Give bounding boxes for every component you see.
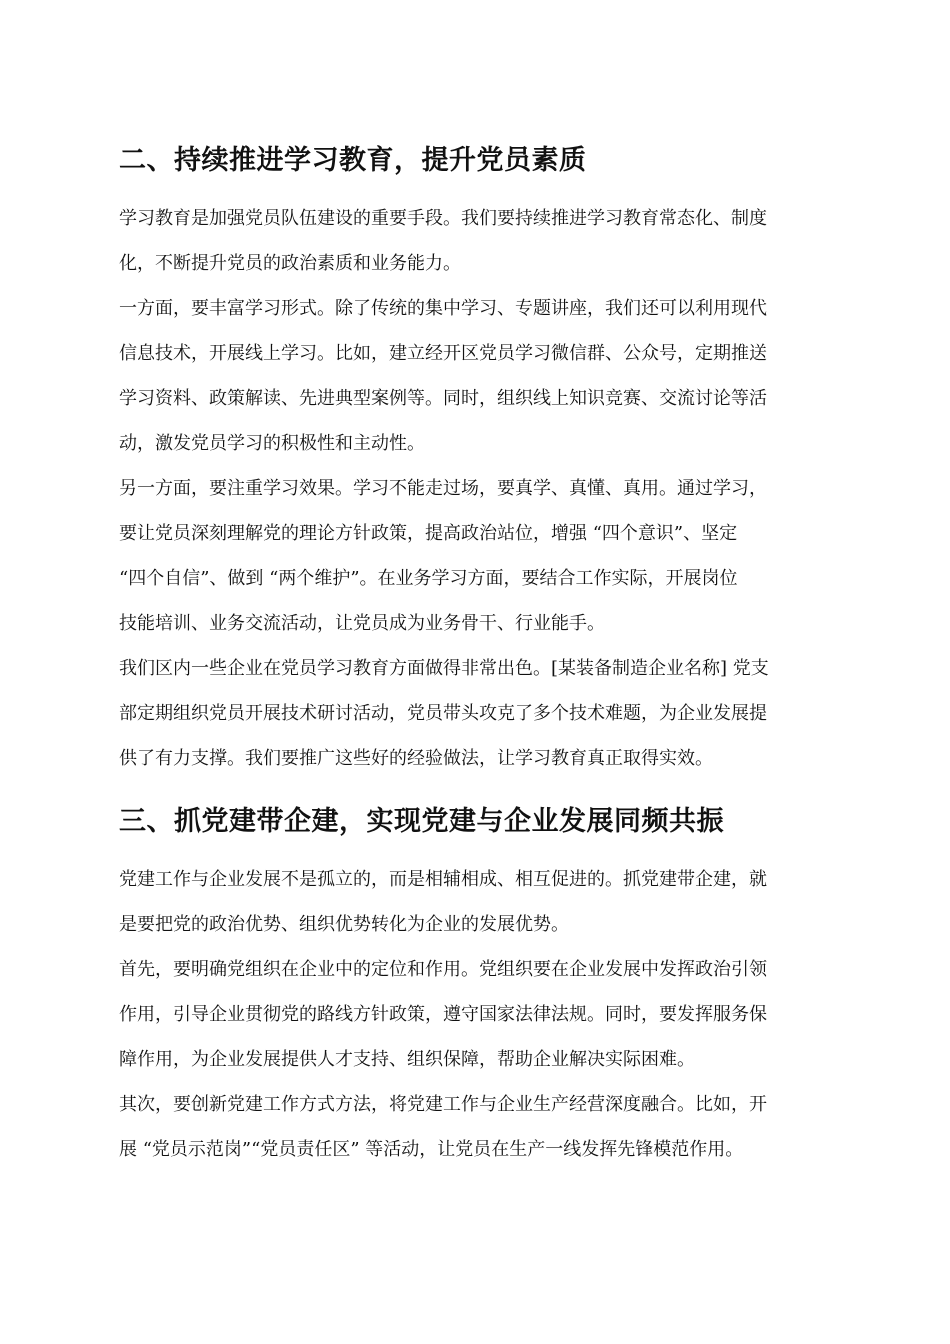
text-line: 障作用，为企业发展提供人才支持、组织保障，帮助企业解决实际困难。: [119, 1049, 695, 1070]
section-heading-2: 二、持续推进学习教育，提升党员素质: [119, 145, 587, 176]
text-line: 另一方面，要注重学习效果。学习不能走过场，要真学、真懂、真用。通过学习，: [119, 478, 767, 499]
text-line: 党建工作与企业发展不是孤立的，而是相辅相成、相互促进的。抓党建带企建，就: [119, 869, 767, 890]
paragraph: [119, 466, 821, 646]
text-line: 供了有力支撑。我们要推广这些好的经验做法，让学习教育真正取得实效。: [119, 748, 713, 769]
document-page: [119, 138, 821, 1172]
paragraph: [119, 857, 821, 947]
text-line: 学习资料、政策解读、先进典型案例等。同时，组织线上知识竞赛、交流讨论等活: [119, 388, 767, 409]
text-line: 首先，要明确党组织在企业中的定位和作用。党组织要在企业发展中发挥政治引领: [119, 959, 767, 980]
text-line: 是要把党的政治优势、组织优势转化为企业的发展优势。: [119, 914, 569, 935]
text-line: 其次，要创新党建工作方式方法，将党建工作与企业生产经营深度融合。比如，开: [119, 1094, 767, 1115]
text-line: 化，不断提升党员的政治素质和业务能力。: [119, 253, 461, 274]
text-line: 学习教育是加强党员队伍建设的重要手段。我们要持续推进学习教育常态化、制度: [119, 208, 767, 229]
paragraph: [119, 646, 821, 781]
paragraph: [119, 1082, 821, 1172]
text-line: 信息技术，开展线上学习。比如，建立经开区党员学习微信群、公众号，定期推送: [119, 343, 767, 364]
text-line: 动，激发党员学习的积极性和主动性。: [119, 433, 425, 454]
text-line: 展 “党员示范岗”“党员责任区” 等活动，让党员在生产一线发挥先锋模范作用。: [119, 1139, 744, 1160]
text-line: 要让党员深刻理解党的理论方针政策，提高政治站位，增强 “四个意识”、坚定: [119, 523, 738, 544]
text-line: 部定期组织党员开展技术研讨活动，党员带头攻克了多个技术难题，为企业发展提: [119, 703, 767, 724]
text-line: 我们区内一些企业在党员学习教育方面做得非常出色。[某装备制造企业名称] 党支: [119, 658, 769, 679]
paragraph: [119, 286, 821, 466]
section-heading-3: 三、抓党建带企建，实现党建与企业发展同频共振: [119, 806, 724, 837]
text-line: 作用，引导企业贯彻党的路线方针政策，遵守国家法律法规。同时，要发挥服务保: [119, 1004, 767, 1025]
paragraph: [119, 947, 821, 1082]
paragraph: [119, 196, 821, 286]
text-line: 一方面，要丰富学习形式。除了传统的集中学习、专题讲座，我们还可以利用现代: [119, 298, 767, 319]
text-line: “四个自信”、做到 “两个维护”。在业务学习方面，要结合工作实际，开展岗位: [119, 568, 738, 589]
text-line: 技能培训、业务交流活动，让党员成为业务骨干、行业能手。: [119, 613, 605, 634]
